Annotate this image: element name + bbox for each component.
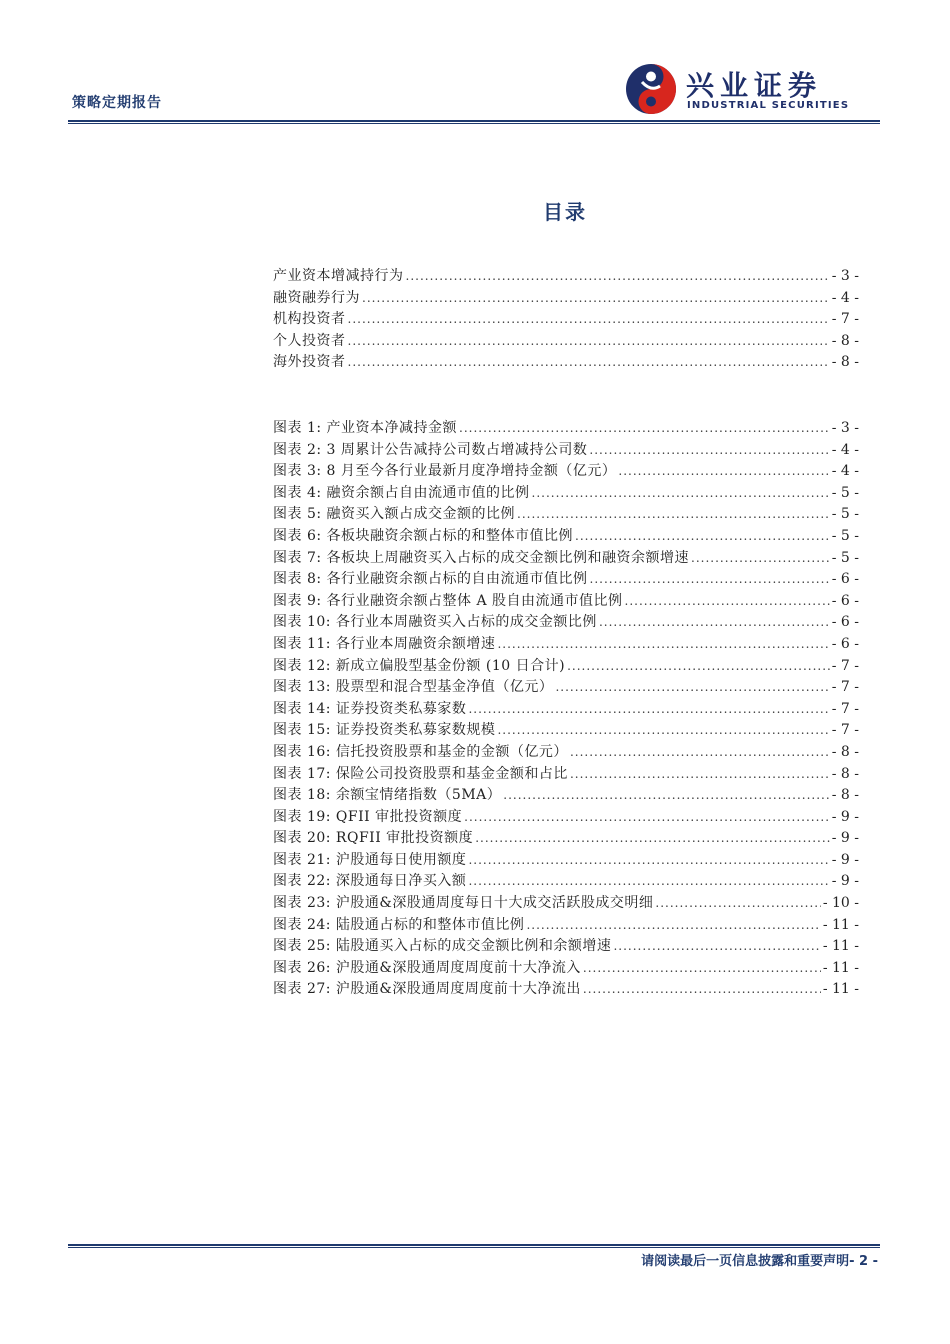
toc-entry-label: 图表 11: 各行业本周融资余额增速 [273,635,496,652]
toc-entry-page: - 7 - [831,722,859,739]
logo-chinese-name: 兴业证券 [686,69,823,102]
toc-section-entry[interactable] [273,309,859,331]
toc-section-entry[interactable] [273,288,859,310]
toc-figure-entry[interactable] [273,612,859,634]
toc-entry-label: 机构投资者 [273,311,346,328]
toc-entry-label: 图表 14: 证券投资类私募家数 [273,700,467,717]
toc-entry-page: - 8 - [831,765,859,782]
toc-dot-leader [691,548,830,570]
toc-entry-label: 融资融券行为 [273,289,360,306]
toc-entry-label: 图表 16: 信托投资股票和基金的金额（亿元） [273,743,568,760]
toc-figure-entry[interactable] [273,958,859,980]
toc-dot-leader [468,699,829,721]
toc-entry-page: - 5 - [831,527,859,544]
toc-dot-leader [526,915,820,937]
toc-entry-page: - 6 - [831,592,859,609]
toc-figure-entry[interactable] [273,915,859,937]
toc-dot-leader [406,266,830,288]
toc-dot-leader [655,893,820,915]
toc-figure-entry[interactable] [273,979,859,1001]
toc-entry-page: - 6 - [831,635,859,652]
toc-entry-label: 图表 25: 陆股通买入占标的成交金额比例和余额增速 [273,938,612,955]
toc-entry-page: - 7 - [831,700,859,717]
toc-figure-entry[interactable] [273,483,859,505]
toc-figure-entry[interactable] [273,656,859,678]
logo-emblem-icon [624,62,678,116]
toc-figure-entry[interactable] [273,699,859,721]
report-type-label: 策略定期报告 [72,95,162,111]
toc-entry-label: 图表 8: 各行业融资余额占标的自由流通市值比例 [273,571,588,588]
toc-dot-leader [517,504,830,526]
toc-figure-entry[interactable] [273,526,859,548]
toc-entry-label: 图表 21: 沪股通每日使用额度 [273,851,467,868]
toc-figure-entry[interactable] [273,440,859,462]
toc-entry-label: 图表 13: 股票型和混合型基金净值（亿元） [273,679,554,696]
toc-entry-page: - 5 - [831,549,859,566]
toc-figure-entry[interactable] [273,936,859,958]
toc-entry-page: - 3 - [831,420,859,436]
toc-entry-page: - 6 - [831,571,859,588]
header-rule [68,120,880,122]
toc-entry-page: - 8 - [831,787,859,804]
toc-entry-page: - 3 - [831,268,859,284]
toc-entry-label: 图表 7: 各板块上周融资买入占标的成交金额比例和融资余额增速 [273,549,690,566]
toc-entry-label: 图表 4: 融资余额占自由流通市值的比例 [273,484,530,501]
toc-figures [273,418,859,1001]
toc-figure-entry[interactable] [273,461,859,483]
toc-figure-entry[interactable] [273,807,859,829]
logo-english-name: INDUSTRIAL SECURITIES [687,100,850,111]
toc-entry-label: 图表 26: 沪股通&深股通周度周度前十大净流入 [273,959,581,976]
toc-dot-leader [475,828,830,850]
toc-entry-label: 海外投资者 [273,354,346,371]
toc-entry-label: 图表 10: 各行业本周融资买入占标的成交金额比例 [273,614,597,631]
toc-dot-leader [590,569,830,591]
toc-section-entry[interactable] [273,266,859,288]
toc-entry-label: 图表 24: 陆股通占标的和整体市值比例 [273,916,525,933]
toc-figure-entry[interactable] [273,764,859,786]
toc-dot-leader [589,440,829,462]
toc-entry-label: 图表 2: 3 周累计公告减持公司数占增减持公司数 [273,441,588,458]
toc-entry-page: - 10 - [822,895,859,912]
toc-dot-leader [468,850,829,872]
toc-figure-entry[interactable] [273,634,859,656]
toc-figure-entry[interactable] [273,828,859,850]
toc-entry-label: 图表 9: 各行业融资余额占整体 A 股自由流通市值比例 [273,592,623,609]
toc-dot-leader [555,677,829,699]
toc-figure-entry[interactable] [273,742,859,764]
toc-figure-entry[interactable] [273,893,859,915]
toc-figure-entry[interactable] [273,548,859,570]
toc-dot-leader [348,309,830,331]
header-rule-thin [68,123,880,124]
toc-entry-label: 图表 5: 融资买入额占成交金额的比例 [273,506,516,523]
footer-rule [68,1244,880,1246]
toc-entry-page: - 9 - [831,830,859,847]
toc-entry-label: 图表 19: QFII 审批投资额度 [273,808,463,825]
toc-dot-leader [497,634,829,656]
toc-figure-entry[interactable] [273,504,859,526]
toc-entry-page: - 4 - [831,463,859,480]
footer-page-number: - 2 - [849,1254,878,1269]
toc-dot-leader [468,871,829,893]
toc-entry-page: - 11 - [822,959,859,976]
toc-entry-label: 图表 1: 产业资本净减持金额 [273,420,458,436]
toc-figure-entry[interactable] [273,850,859,872]
toc-entry-page: - 11 - [822,981,859,998]
toc-entry-page: - 4 - [831,441,859,458]
toc-entry-page: - 11 - [822,938,859,955]
toc-entry-page: - 9 - [831,873,859,890]
toc-entry-page: - 7 - [831,657,859,674]
toc-entry-page: - 9 - [831,851,859,868]
footer-note [641,1250,878,1269]
toc-figure-entry[interactable] [273,871,859,893]
toc-dot-leader [618,461,829,483]
footer-rule-thin [68,1247,880,1248]
toc-entry-page: - 7 - [831,679,859,696]
page-title: 目录 [543,200,587,224]
toc-section-entry[interactable] [273,331,859,353]
toc-dot-leader [570,764,830,786]
toc-sections [273,266,859,374]
toc-dot-leader [570,742,830,764]
toc-dot-leader [532,483,830,505]
toc-entry-label: 图表 12: 新成立偏股型基金份额 (10 日合计) [273,657,566,674]
toc-entry-label: 图表 23: 沪股通&深股通周度每日十大成交活跃股成交明细 [273,895,654,912]
toc-dot-leader [464,807,830,829]
toc-dot-leader [567,656,830,678]
toc-entry-page: - 9 - [831,808,859,825]
toc-figure-entry[interactable] [273,677,859,699]
toc-figure-entry[interactable] [273,569,859,591]
toc-entry-page: - 5 - [831,506,859,523]
toc-entry-page: - 8 - [831,354,859,371]
toc-entry-label: 图表 15: 证券投资类私募家数规模 [273,722,496,739]
toc-dot-leader [459,418,830,440]
toc-entry-label: 图表 22: 深股通每日净买入额 [273,873,467,890]
toc-dot-leader [599,612,830,634]
toc-dot-leader [613,936,820,958]
toc-entry-label: 图表 20: RQFII 审批投资额度 [273,830,474,847]
toc-entry-label: 图表 6: 各板块融资余额占标的和整体市值比例 [273,527,574,544]
toc-dot-leader [575,526,830,548]
toc-entry-page: - 4 - [831,289,859,306]
toc-dot-leader [625,591,830,613]
toc-entry-label: 产业资本增减持行为 [273,268,404,284]
toc-entry-page: - 5 - [831,484,859,501]
toc-dot-leader [583,979,821,1001]
toc-dot-leader [497,720,829,742]
toc-dot-leader [348,331,830,353]
toc-entry-page: - 8 - [831,332,859,349]
toc-dot-leader [503,785,829,807]
toc-entry-label: 图表 27: 沪股通&深股通周度周度前十大净流出 [273,981,581,998]
toc-dot-leader [583,958,821,980]
toc-figure-entry[interactable] [273,785,859,807]
company-logo [624,58,874,118]
toc-figure-entry[interactable] [273,418,859,440]
toc-entry-label: 个人投资者 [273,332,346,349]
toc-entry-page: - 11 - [822,916,859,933]
footer-disclaimer: 请阅读最后一页信息披露和重要声明 [641,1254,850,1269]
toc-entry-page: - 8 - [831,743,859,760]
toc-entry-label: 图表 18: 余额宝情绪指数（5MA） [273,787,502,804]
toc-figure-entry[interactable] [273,591,859,613]
toc-entry-page: - 6 - [831,614,859,631]
toc-entry-label: 图表 17: 保险公司投资股票和基金金额和占比 [273,765,568,782]
toc-dot-leader [348,352,830,374]
toc-dot-leader [362,288,830,310]
toc-entry-label: 图表 3: 8 月至今各行业最新月度净增持金额（亿元） [273,463,617,480]
toc-entry-page: - 7 - [831,311,859,328]
toc-figure-entry[interactable] [273,720,859,742]
toc-section-entry[interactable] [273,352,859,374]
